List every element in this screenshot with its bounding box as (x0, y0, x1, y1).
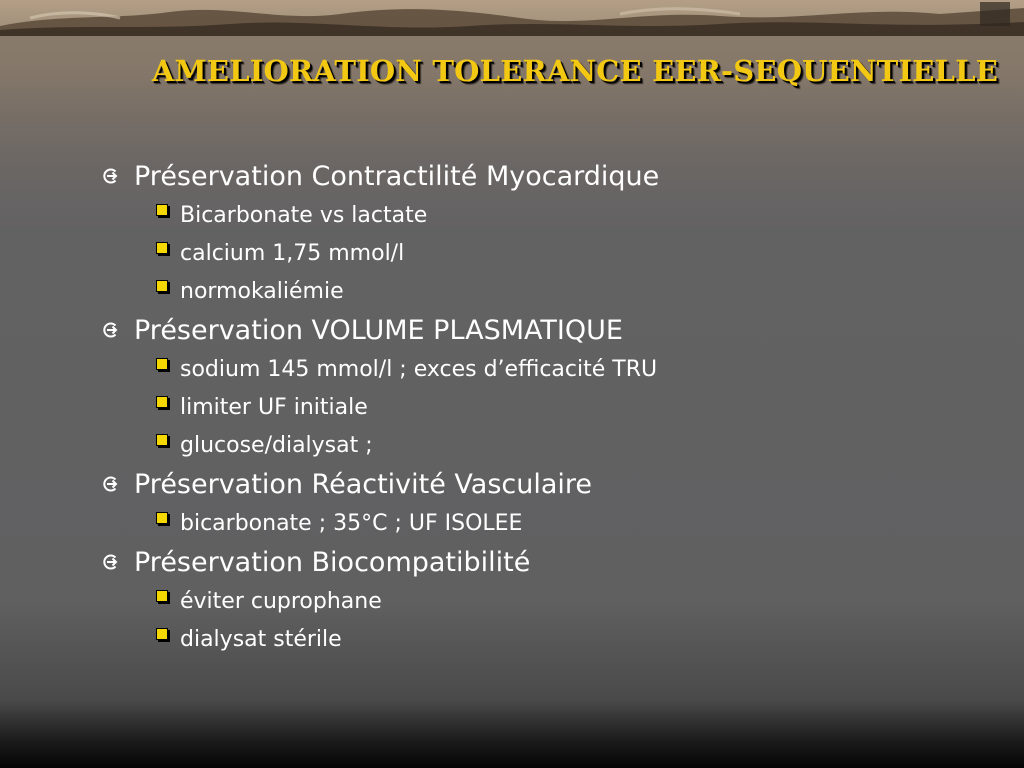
square-bullet-icon (156, 204, 168, 216)
section-heading: Préservation Biocompatibilité (134, 546, 531, 578)
section-heading: Préservation Réactivité Vasculaire (134, 468, 593, 500)
sub-item (156, 350, 980, 388)
sub-item (156, 196, 980, 234)
sub-item (156, 504, 980, 542)
square-bullet-icon (156, 242, 168, 254)
circled-arrow-icon (100, 165, 122, 187)
circled-arrow-icon (100, 319, 122, 341)
circled-arrow-icon (100, 473, 122, 495)
sub-item (156, 234, 980, 272)
sub-item-text: glucose/dialysat ; (180, 432, 373, 458)
sub-bullet-list (100, 196, 980, 310)
section-item (100, 542, 980, 658)
section-heading: Préservation Contractilité Myocardique (134, 160, 660, 192)
sub-item-text: éviter cuprophane (180, 588, 382, 614)
square-bullet-icon (156, 512, 168, 524)
sub-bullet-list (100, 504, 980, 542)
sub-item-text: dialysat stérile (180, 626, 342, 652)
section-item (100, 464, 980, 542)
sub-bullet-list (100, 350, 980, 464)
square-bullet-icon (156, 628, 168, 640)
sub-item-text: normokaliémie (180, 278, 344, 304)
square-bullet-icon (156, 396, 168, 408)
circled-arrow-icon (100, 551, 122, 573)
sub-item-text: Bicarbonate vs lactate (180, 202, 428, 228)
square-bullet-icon (156, 280, 168, 292)
sub-bullet-list (100, 582, 980, 658)
sub-item-text: bicarbonate ; 35°C ; UF ISOLEE (180, 510, 523, 536)
slide-title: AMELIORATION TOLERANCE EER-SEQUENTIELLE (151, 54, 998, 88)
square-bullet-icon (156, 434, 168, 446)
section-item (100, 310, 980, 464)
sub-item-text: sodium 145 mmol/l ; exces d’efficacité TRU (180, 356, 658, 382)
sub-item (156, 388, 980, 426)
section-item (100, 156, 980, 310)
sub-item-text: calcium 1,75 mmol/l (180, 240, 405, 266)
sub-item (156, 582, 980, 620)
square-bullet-icon (156, 358, 168, 370)
sub-item (156, 620, 980, 658)
decorative-landscape-banner (0, 0, 1024, 36)
section-heading: Préservation VOLUME PLASMATIQUE (134, 314, 623, 346)
sub-item-text: limiter UF initiale (180, 394, 368, 420)
square-bullet-icon (156, 590, 168, 602)
bullet-list (100, 156, 980, 658)
sub-item (156, 426, 980, 464)
sub-item (156, 272, 980, 310)
